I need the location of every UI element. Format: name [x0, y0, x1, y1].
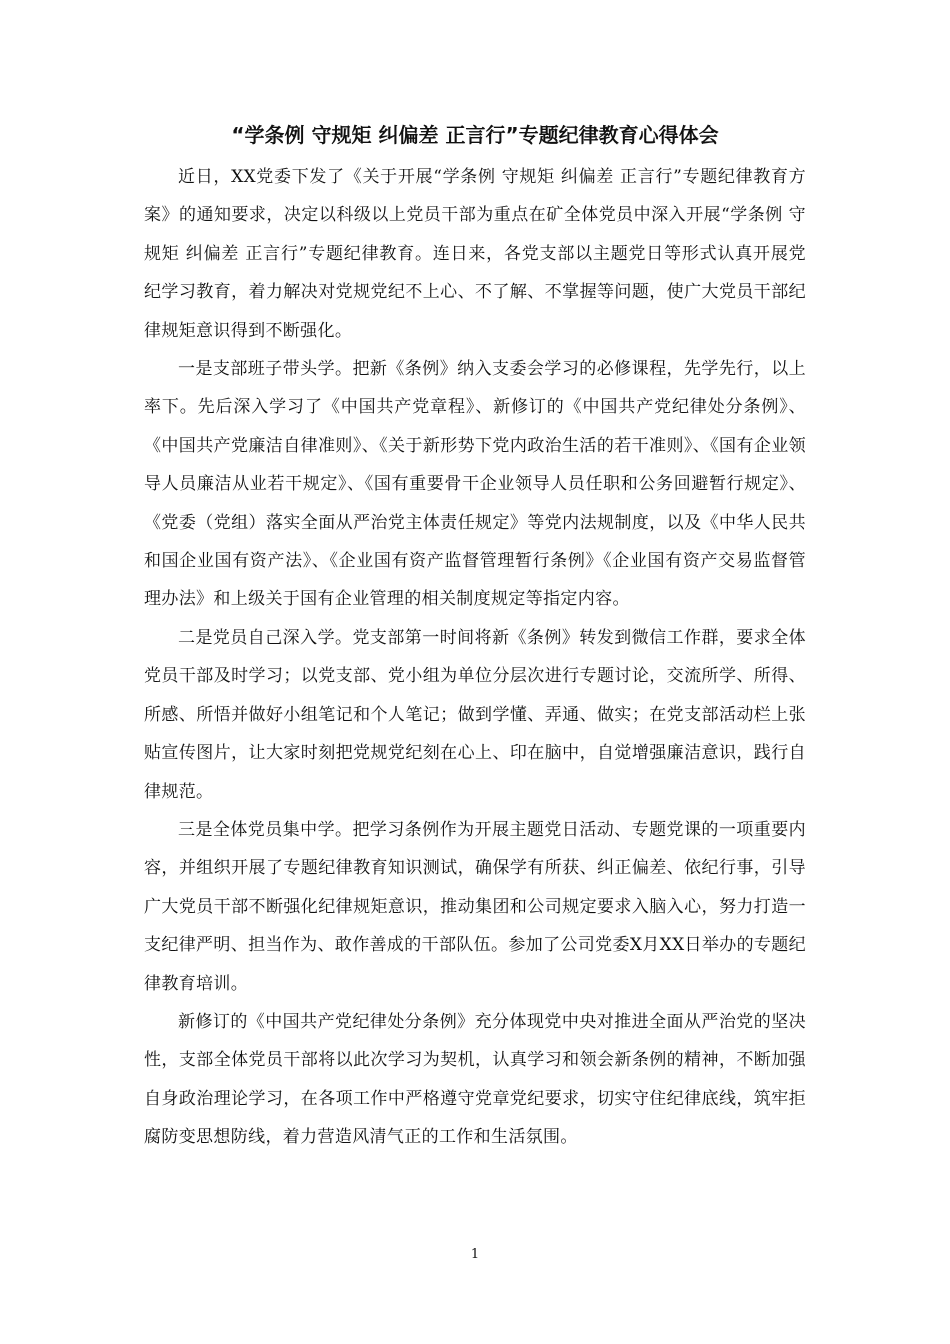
- paragraph-point-three: 三是全体党员集中学。把学习条例作为开展主题党日活动、专题党课的一项重要内容，并组织开展了专题纪律教育知识测试，确保学有所获、纠正偏差、依纪行事，引导广大党员干部不断强化纪律规矩意识，推动集团和公司规定要求入脑入心，努力打造一支纪律严明、担当作为、敢作善成的干部队伍。参加了公司党委X月XX日举办的专题纪律教育培训。: [144, 819, 806, 994]
- paragraph-point-one: 一是支部班子带头学。把新《条例》纳入支委会学习的必修课程，先学先行，以上率下。先后深入学习了《中国共产党章程》、新修订的《中国共产党纪律处分条例》、《中国共产党廉洁自律准则》、《关于新形势下党内政治生活的若干准则》、《国有企业领导人员廉洁从业若干规定》、《国有重要骨干企业领导人员任职和公务回避暂行规定》、《党委（党组）落实全面从严治党主体责任规定》等党内法规制度，以及《中华人民共和国企业国有资产法》、《企业国有资产监督管理暂行条例》《企业国有资产交易监督管理办法》和上级关于国有企业管理的相关制度规定等指定内容。: [144, 359, 806, 610]
- document-title: “学条例 守规矩 纠偏差 正言行”专题纪律教育心得体会: [231, 123, 719, 147]
- page-number: 1: [470, 1247, 480, 1262]
- paragraph-conclusion: 新修订的《中国共产党纪律处分条例》充分体现党中央对推进全面从严治党的坚决性，支部全体党员干部将以此次学习为契机，认真学习和领会新条例的精神，不断加强自身政治理论学习，在各项工作中严格遵守党章党纪要求，切实守住纪律底线，筑牢拒腐防变思想防线，着力营造风清气正的工作和生活氛围。: [144, 1011, 806, 1148]
- document-body: [144, 158, 806, 1157]
- paragraph-intro: 近日，XX党委下发了《关于开展“学条例 守规矩 纠偏差 正言行”专题纪律教育方案》的通知要求，决定以科级以上党员干部为重点在矿全体党员中深入开展“学条例 守规矩 纠偏差 正言行”专题纪律教育。连日来，各党支部以主题党日等形式认真开展党纪学习教育，着力解决对党规党纪不上心、不了解、不掌握等问题，使广大党员干部纪律规矩意识得到不断强化。: [144, 167, 806, 341]
- paragraph-point-two: 二是党员自己深入学。党支部第一时间将新《条例》转发到微信工作群，要求全体党员干部及时学习；以党支部、党小组为单位分层次进行专题讨论，交流所学、所得、所感、所悟并做好小组笔记和个人笔记；做到学懂、弄通、做实；在党支部活动栏上张贴宣传图片，让大家时刻把党规党纪刻在心上、印在脑中，自觉增强廉洁意识，践行自律规范。: [144, 627, 806, 802]
